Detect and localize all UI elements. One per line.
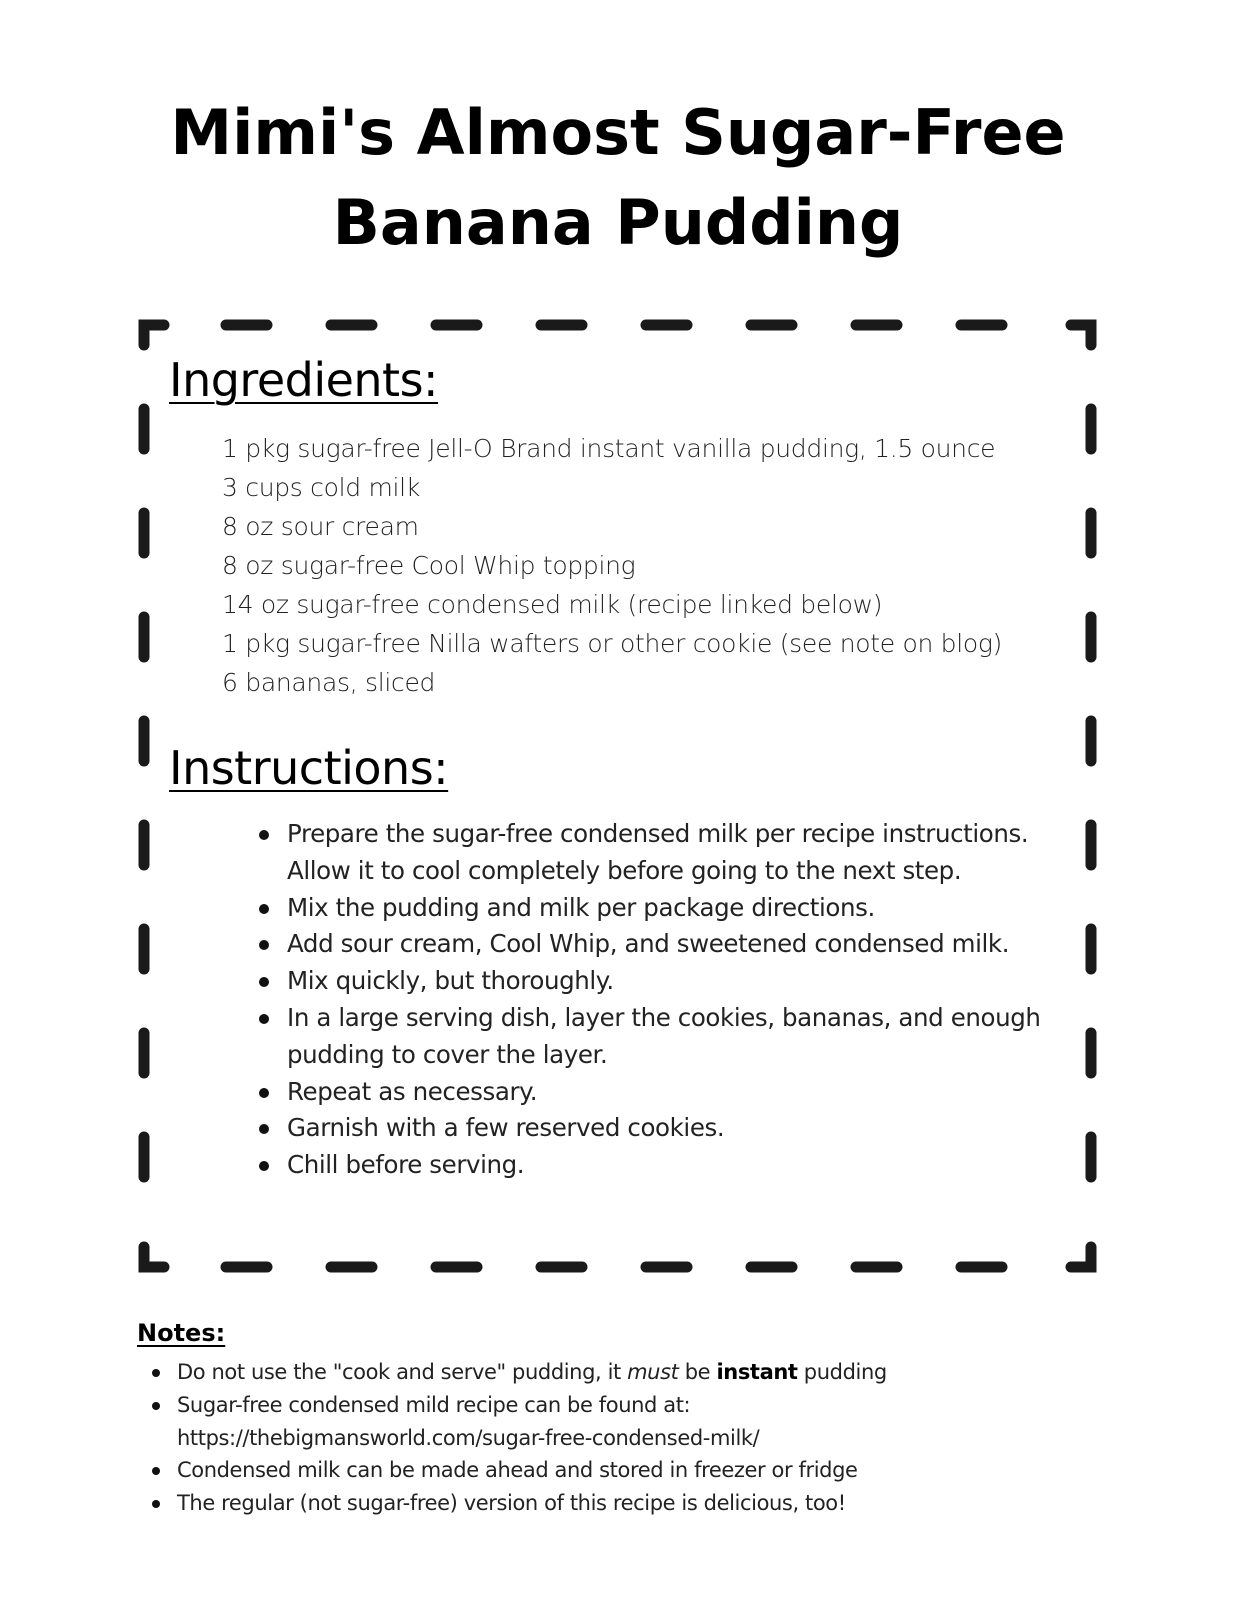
ingredient-item: 1 pkg sugar-free Jell-O Brand instant vanilla pudding, 1.5 ounce bbox=[222, 434, 996, 463]
instruction-step: Prepare the sugar-free condensed milk per recipe instructions. Allow it to cool completely before going to the next step. bbox=[287, 816, 1067, 890]
ingredient-item: 8 oz sugar-free Cool Whip topping bbox=[222, 551, 636, 580]
ingredient-item: 1 pkg sugar-free Nilla wafters or other cookie (see note on blog) bbox=[222, 629, 1003, 658]
frame-corner-bottom-left bbox=[144, 1247, 164, 1267]
instruction-step: Add sour cream, Cool Whip, and sweetened condensed milk. bbox=[287, 926, 1067, 963]
instructions-heading: Instructions: bbox=[169, 741, 449, 795]
frame-corner-top-right bbox=[1071, 325, 1091, 345]
note-item bbox=[177, 1389, 1077, 1455]
recipe-link[interactable]: https://thebigmansworld.com/sugar-free-condensed-milk/ bbox=[177, 1425, 760, 1450]
title-line-2: Banana Pudding bbox=[332, 186, 904, 259]
note-strong: instant bbox=[716, 1360, 798, 1384]
page-title bbox=[0, 88, 1236, 268]
note-emphasis: must bbox=[627, 1360, 679, 1384]
ingredients-heading: Ingredients: bbox=[169, 353, 439, 407]
note-item: The regular (not sugar-free) version of this recipe is delicious, too! bbox=[177, 1487, 1077, 1520]
ingredient-item: 8 oz sour cream bbox=[222, 512, 419, 541]
notes-heading: Notes: bbox=[137, 1319, 226, 1347]
frame-corner-bottom-right bbox=[1071, 1247, 1091, 1267]
instruction-step: Garnish with a few reserved cookies. bbox=[287, 1110, 1067, 1147]
ingredient-list bbox=[222, 429, 1002, 702]
instruction-step: Chill before serving. bbox=[287, 1147, 1067, 1184]
instruction-step: Repeat as necessary. bbox=[287, 1074, 1067, 1111]
note-text: Do not use the "cook and serve" pudding, it bbox=[177, 1360, 628, 1384]
title-line-1: Mimi's Almost Sugar-Free bbox=[170, 96, 1066, 169]
instruction-step: Mix the pudding and milk per package directions. bbox=[287, 890, 1067, 927]
instruction-list bbox=[287, 816, 1067, 1184]
note-text: Sugar-free condensed mild recipe can be found at: bbox=[177, 1392, 691, 1417]
note-item bbox=[177, 1356, 1077, 1389]
note-text: pudding bbox=[797, 1360, 887, 1384]
instruction-step: In a large serving dish, layer the cookies, bananas, and enough pudding to cover the layer. bbox=[287, 1000, 1067, 1074]
ingredient-item: 3 cups cold milk bbox=[222, 473, 421, 502]
note-text: be bbox=[678, 1360, 717, 1384]
frame-corner-top-left bbox=[144, 325, 164, 345]
ingredient-item: 14 oz sugar-free condensed milk (recipe linked below) bbox=[222, 590, 883, 619]
instruction-step: Mix quickly, but thoroughly. bbox=[287, 963, 1067, 1000]
notes-list bbox=[177, 1356, 1077, 1520]
ingredient-item: 6 bananas, sliced bbox=[222, 668, 436, 697]
note-item: Condensed milk can be made ahead and stored in freezer or fridge bbox=[177, 1454, 1077, 1487]
